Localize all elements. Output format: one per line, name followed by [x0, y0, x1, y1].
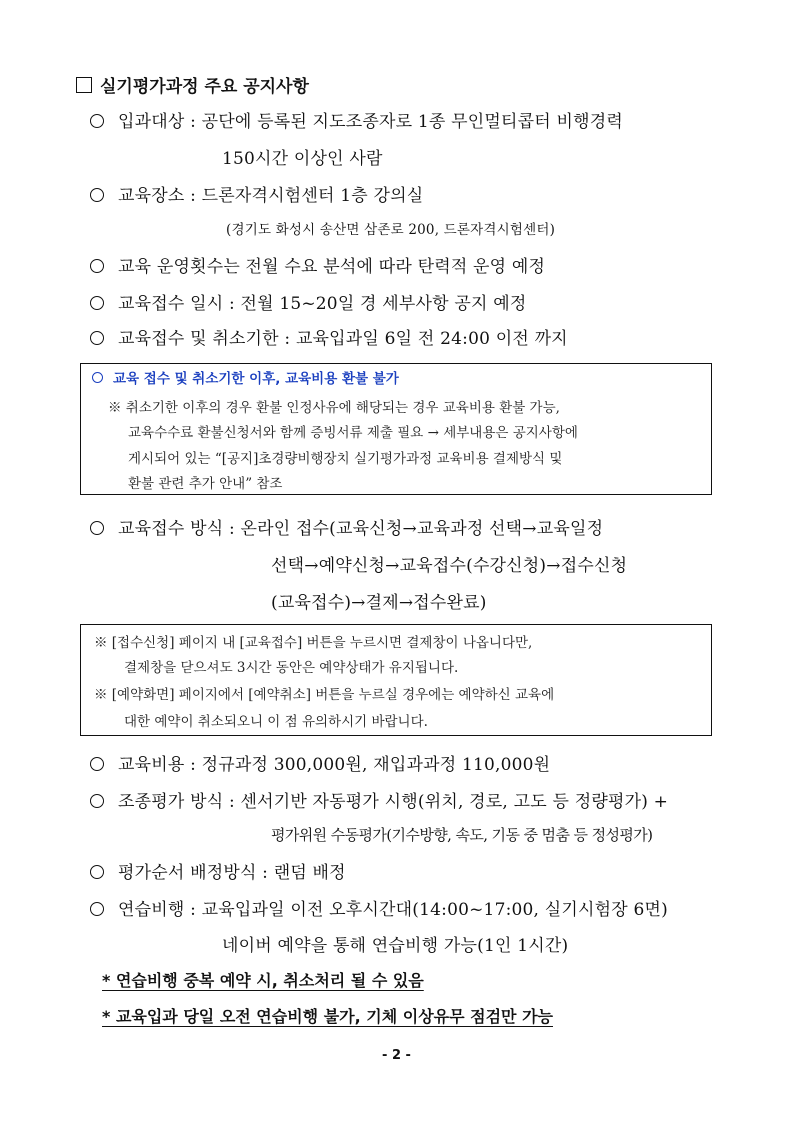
item-cost-text: 교육비용 : 정규과정 300,000원, 재입과과정 110,000원: [118, 755, 551, 775]
item-target: [90, 107, 623, 132]
circle-bullet-icon: [90, 521, 104, 535]
circle-bullet-icon: [92, 372, 103, 383]
item-practice-line2: 네이버 예약을 통해 연습비행 가능(1인 1시간): [222, 936, 569, 956]
refund-notice-heading-text: 교육 접수 및 취소기한 이후, 교육비용 환불 불가: [113, 371, 399, 387]
item-method-line3: (교육접수)→결제→접수완료): [271, 593, 487, 613]
item-evaluation: [90, 787, 668, 812]
warning-same-day-practice: * 교육입과 당일 오전 연습비행 불가, 기체 이상유무 점검만 가능: [102, 1007, 553, 1026]
item-apply-date: [90, 289, 526, 314]
circle-bullet-icon: [90, 902, 104, 916]
item-cancel-deadline-text: 교육접수 및 취소기한 : 교육입과일 6일 전 24:00 이전 까지: [118, 329, 568, 349]
refund-notice-heading: [92, 367, 399, 387]
item-method-line2: 선택→예약신청→교육접수(수강신청)→접수신청: [271, 556, 628, 576]
checkbox-square-icon: [76, 77, 92, 93]
item-frequency: [90, 252, 545, 277]
refund-note-line4: 환불 관련 추가 안내” 참조: [128, 476, 283, 492]
item-evaluation-line2: 평가위원 수동평가(기수방향, 속도, 기동 중 멈춤 등 정성평가): [271, 826, 653, 844]
payment-note-line1: ※ [접수신청] 페이지 내 [교육접수] 버튼을 누르시면 결제창이 나옵니다만,: [94, 635, 533, 651]
item-order: [90, 858, 346, 883]
item-cancel-deadline: [90, 324, 568, 349]
item-target-line2: 150시간 이상인 사람: [222, 149, 383, 169]
section-title-text: 실기평가과정 주요 공지사항: [100, 77, 309, 97]
item-target-text: 입과대상 : 공단에 등록된 지도조종자로 1종 무인멀티콥터 비행경력: [118, 112, 623, 132]
item-place-address: (경기도 화성시 송산면 삼존로 200, 드론자격시험센터): [226, 222, 556, 238]
page-number: - 2 -: [382, 1048, 411, 1063]
circle-bullet-icon: [90, 331, 104, 345]
item-cost: [90, 750, 550, 775]
circle-bullet-icon: [90, 794, 104, 808]
item-order-text: 평가순서 배정방식 : 랜덤 배정: [118, 863, 346, 883]
circle-bullet-icon: [90, 259, 104, 273]
circle-bullet-icon: [90, 188, 104, 202]
section-title: [76, 72, 309, 97]
payment-note-line3: ※ [예약화면] 페이지에서 [예약취소] 버튼을 누르실 경우에는 예약하신 교육에: [94, 687, 555, 703]
refund-note-line3: 게시되어 있는 “[공지]초경량비행장치 실기평가과정 교육비용 결제방식 및: [128, 451, 563, 467]
item-method: [90, 514, 603, 539]
refund-note-line1: ※ 취소기한 이후의 경우 환불 인정사유에 해당되는 경우 교육비용 환불 가능,: [108, 400, 560, 416]
payment-note-line2: 결제창을 닫으셔도 3시간 동안은 예약상태가 유지됩니다.: [124, 660, 459, 676]
warning-duplicate-booking: * 연습비행 중복 예약 시, 취소처리 될 수 있음: [102, 971, 424, 990]
item-place-text: 교육장소 : 드론자격시험센터 1층 강의실: [118, 186, 424, 206]
refund-note-line2: 교육수수료 환불신청서와 함께 증빙서류 제출 필요 → 세부내용은 공지사항에: [128, 425, 578, 441]
circle-bullet-icon: [90, 114, 104, 128]
item-practice-text: 연습비행 : 교육입과일 이전 오후시간대(14:00~17:00, 실기시험장 6면): [118, 900, 668, 920]
circle-bullet-icon: [90, 296, 104, 310]
payment-note-line4: 대한 예약이 취소되오니 이 점 유의하시기 바랍니다.: [124, 714, 428, 730]
item-method-text: 교육접수 방식 : 온라인 접수(교육신청→교육과정 선택→교육일정: [118, 519, 604, 539]
item-apply-date-text: 교육접수 일시 : 전월 15~20일 경 세부사항 공지 예정: [118, 294, 527, 314]
item-evaluation-text: 조종평가 방식 : 센서기반 자동평가 시행(위치, 경로, 고도 등 정량평가) +: [118, 792, 669, 812]
item-frequency-text: 교육 운영횟수는 전월 수요 분석에 따라 탄력적 운영 예정: [118, 257, 546, 277]
item-practice: [90, 895, 668, 920]
item-place: [90, 181, 423, 206]
circle-bullet-icon: [90, 865, 104, 879]
circle-bullet-icon: [90, 757, 104, 771]
